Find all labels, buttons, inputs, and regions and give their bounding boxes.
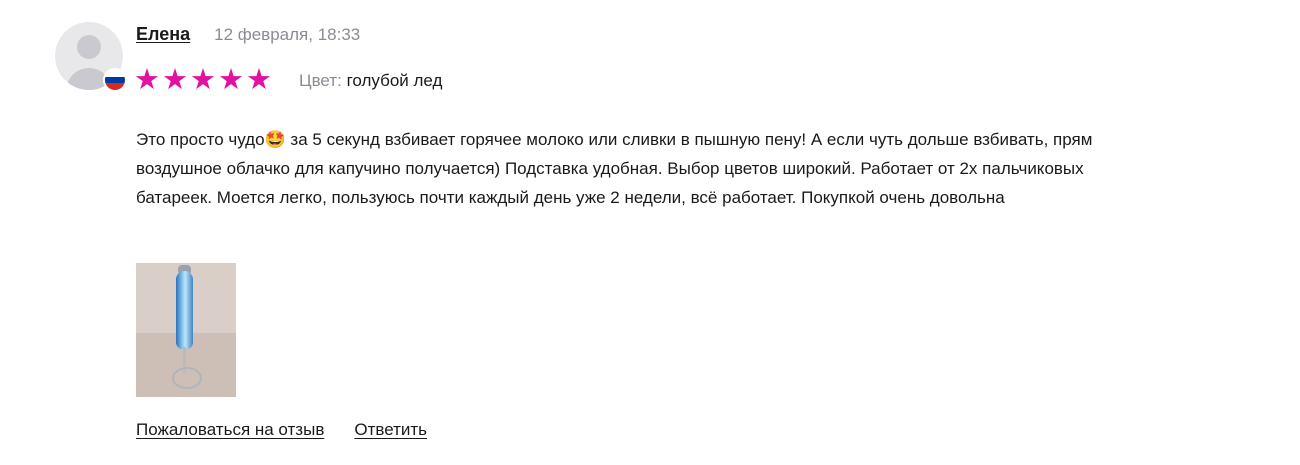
photo-whisk-body [176,271,193,349]
review-text: Это просто чудо🤩 за 5 секунд взбивает горячее молоко или сливки в пышную пену! А если чуть дольше взбивать, прям воздушное облачко для капучино получается) Подставка удобная. Выбор цветов широкий. Работает от 2х пальчиковых батареек. Моется легко, пользуюсь почти каждый день уже 2 недели, всё работает. Покупкой очень довольна [136,130,1093,207]
star-icon: ★ [162,64,188,96]
review-header [136,24,360,45]
avatar-head-shape [77,35,101,59]
review-actions [136,420,427,440]
rating-row [134,66,442,95]
review-author-name[interactable]: Елена [136,24,191,44]
country-flag-icon [105,70,125,90]
reply-review-link[interactable]: Ответить [354,420,428,439]
flag-stripe-blue [105,77,125,84]
star-icon: ★ [190,64,216,96]
star-icon: ★ [246,64,272,96]
avatar[interactable] [55,22,123,90]
rating-stars [134,66,272,95]
photo-whisk-ring [172,367,202,389]
star-icon: ★ [218,64,244,96]
product-color-value: голубой лед [346,70,443,90]
product-color-label: Цвет: [299,70,342,90]
product-color-info [299,71,442,91]
review-photo-thumbnail[interactable] [136,263,236,397]
review-date: 12 февраля, 18:33 [214,25,361,44]
star-icon: ★ [134,64,160,96]
report-review-link[interactable]: Пожаловаться на отзыв [136,420,325,439]
